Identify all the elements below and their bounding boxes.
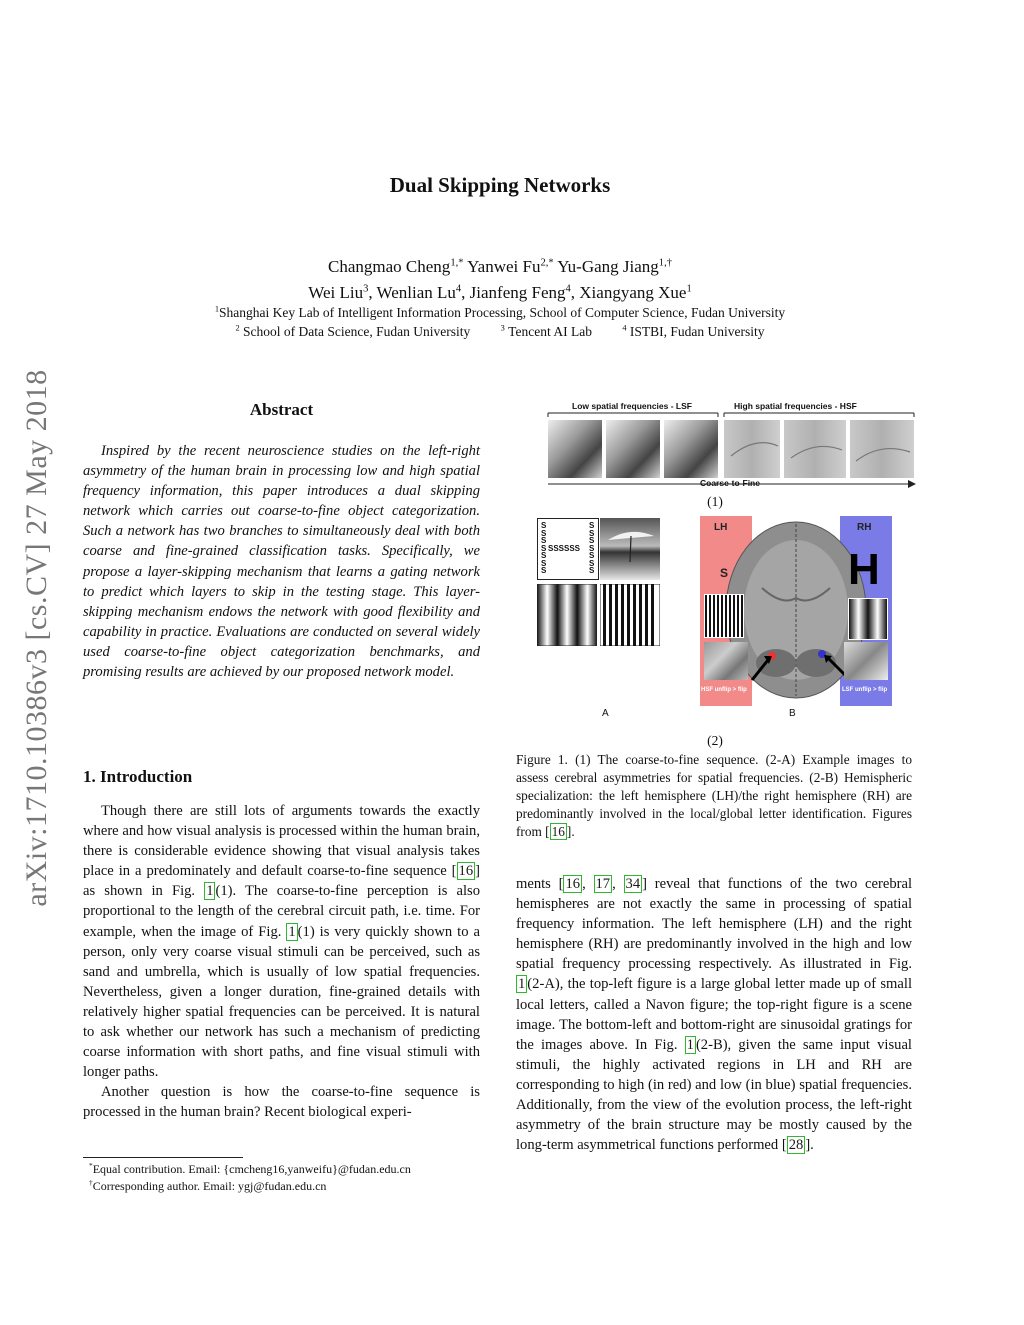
- coarse-to-fine-label: Coarse-to-Fine: [700, 478, 760, 488]
- hsf-thumbnail-2: [784, 420, 846, 478]
- text-run: (1). The coarse-to-fine perception is also proportional to the length of the cerebral circuit path, i.e. time. For example, when the image of Fig.: [83, 883, 480, 940]
- figure-link[interactable]: 1: [206, 883, 214, 900]
- text-run: ] as shown in Fig.: [83, 863, 480, 900]
- author-line-2: Wei Liu$^3$, Wenlian Lu$^4$, Jianfeng Feng$^4$, Xiangyang Xue$^1$: [308, 283, 692, 302]
- rh-grating: [848, 598, 888, 640]
- navon-figure: [537, 518, 599, 580]
- author-sup: 4: [455, 283, 462, 295]
- low-frequency-grating: [537, 584, 597, 646]
- lh-label: LH: [714, 522, 728, 533]
- text-run: ,: [612, 876, 624, 892]
- citation-link[interactable]: 28: [788, 1137, 804, 1154]
- hsf-label: High spatial frequencies - HSF: [734, 401, 857, 411]
- figure-link[interactable]: 1: [288, 923, 296, 940]
- scene-image: [600, 518, 660, 580]
- navon-right-column: S S S S S S S: [589, 521, 595, 575]
- intro-paragraph-2: Another question is how the coarse-to-fine sequence is processed in the human brain? Recent biological experi-: [83, 1084, 480, 1121]
- small-letter-s: S: [720, 566, 729, 580]
- citation-link[interactable]: 16: [565, 876, 581, 892]
- arxiv-stamp: arXiv:1710.10386v3 [cs.CV] 27 May 2018: [20, 369, 53, 907]
- footnote-rule: [83, 1157, 243, 1158]
- paper-title: Dual Skipping Networks: [389, 173, 611, 197]
- affiliation-3: Tencent AI Lab: [508, 324, 592, 339]
- footnote-mark: *: [89, 1161, 93, 1170]
- text-run: ,: [582, 876, 594, 892]
- figure-1-caption: [516, 751, 912, 841]
- navon-left-column: S S S S S S S: [541, 521, 547, 575]
- author-sup: 1: [686, 283, 692, 295]
- intro-paragraph-3: [516, 874, 912, 1155]
- figure-link[interactable]: 1: [518, 976, 526, 993]
- lsf-note: LSF unflip > flip: [842, 687, 888, 693]
- citation-link[interactable]: 16: [458, 863, 474, 880]
- affiliation-4: ISTBI, Fudan University: [629, 324, 765, 339]
- aff-sup: 3: [500, 323, 505, 333]
- text-run: ] reveal that functions of the two cerebral hemispheres are not exactly the same in processing of spatial frequency information. The left hemisphere (LH) and the right hemisphere (RH) are predominantly involved in the high and low spatial frequency processing respectively. As illustrated in Fig.: [516, 876, 913, 973]
- text-run: (1) is very quickly shown to a person, only very coarse visual stimuli can be perceived, such as sand and umbrella, which is usually of low spatial frequencies. Nevertheless, given a longer duration, fine-grained details with relatively higher spatial frequencies can be perceived. It is natural to ask whether our network has such a mechanism of predicting coarse information with short paths, and fine visual stimuli with longer paths.: [83, 923, 480, 1081]
- aff-sup: 1: [214, 304, 220, 314]
- lsf-thumbnail-1: [548, 420, 602, 478]
- text-run: ].: [805, 1137, 814, 1154]
- author-sup: 4: [565, 283, 571, 295]
- text-run: Though there are still lots of arguments towards the exactly where and how visual analysis is processed within the human brain, there is considerable evidence showing that visual analysis takes place in a predominately and default coarse-to-fine sequence [: [83, 803, 480, 880]
- aff-sup: 2: [235, 323, 240, 333]
- author-name: Jianfeng Feng: [469, 283, 566, 302]
- abstract-heading: Abstract: [249, 400, 314, 419]
- abstract-body: [83, 441, 480, 682]
- footnote-2: [83, 1178, 503, 1194]
- author-name: Xiangyang Xue: [579, 283, 687, 302]
- text-run: ments [: [516, 876, 564, 892]
- author-name: Changmao Cheng: [328, 257, 451, 276]
- affiliation-2: School of Data Science, Fudan University: [243, 324, 471, 339]
- figure-sublabel-1: (1): [707, 494, 723, 509]
- footnote-1: [83, 1161, 503, 1177]
- figure-1: [540, 398, 920, 748]
- figure-sublabel-2: (2): [707, 733, 723, 748]
- abstract-text: Inspired by the recent neuroscience studies on the left-right asymmetry of the human brain in processing low and high spatial frequency information, this paper introduces a dual skipping network which carries out coarse-to-fine object categorization. Such a network has two branches to simultaneously deal with both coarse and fine-grained classification tasks. Specifically, we propose a layer-skipping mechanism that learns a gating network to predict which layers to skip in the testing stage. This layer-skipping mechanism endows the network with good flexibility and capability in practice. Evaluations are conducted on several widely used coarse-to-fine object categorization benchmarks, and promising results are achieved by our proposed network model.: [83, 443, 480, 681]
- text-run: (2-B), given the same input visual stimuli, the highly activated regions in LH and RH are corresponding to high (in red) and low (in blue) spatial frequencies. Additionally, from the view of the evolution process, the left-right asymmetry of the brain structure may be mostly caused by the long-term asymmetrical functions performed [: [516, 1036, 912, 1154]
- panel-b-brain: [700, 516, 892, 706]
- author-name: Yanwei Fu: [467, 257, 541, 276]
- author-sup: 2,*: [540, 257, 554, 269]
- footnote-text: Equal contribution. Email: {cmcheng16,yanweifu}@fudan.edu.cn: [92, 1162, 411, 1176]
- citation-link[interactable]: 16: [551, 824, 565, 839]
- panel-a-images: [537, 518, 660, 648]
- text-run: (2-A), the top-left figure is a large global letter made up of small local letters, called a Navon figure; the top-right figure is a scene image. The bottom-left and bottom-right are sinusoidal gratings for the images above. In Fig.: [516, 976, 912, 1053]
- lsf-label: Low spatial frequencies - LSF: [572, 401, 692, 411]
- author-sup: 1,*: [450, 257, 464, 269]
- caption-text: Figure 1. (1) The coarse-to-fine sequence. (2-A) Example images to assess cerebral asymmetries for spatial frequencies. (2-B) Hemispheric specialization: the left hemisphere (LH)/the right hemisphere (RH) are predominantly involved in the local/global letter identification. Figures from [: [516, 752, 912, 839]
- intro-paragraph-1: [83, 801, 480, 1082]
- intro-body: [83, 801, 480, 1123]
- affiliation-line-1: [0, 305, 1000, 321]
- panel-b-label: B: [789, 708, 796, 719]
- citation-link[interactable]: 17: [595, 876, 611, 892]
- aff-sup: 4: [622, 323, 627, 333]
- high-frequency-grating: [600, 584, 660, 646]
- citation-link[interactable]: 34: [625, 876, 641, 892]
- author-name: Wenlian Lu: [376, 283, 456, 302]
- footnote-mark: †: [89, 1178, 93, 1187]
- affiliation-1: Shanghai Key Lab of Intelligent Information Processing, School of Computer Science, Fudan University: [219, 305, 786, 320]
- hsf-note: HSF unflip > flip: [701, 687, 747, 693]
- lsf-thumbnail-3: [664, 420, 718, 478]
- navon-crossbar: SSSSSS: [548, 544, 581, 553]
- caption-text: ].: [566, 824, 575, 839]
- author-sup: 1,†: [658, 257, 672, 269]
- lh-grating: [704, 594, 744, 638]
- lh-scene-thumbnail: [704, 642, 748, 680]
- footnote-text: Corresponding author. Email: ygj@fudan.edu.cn: [92, 1179, 327, 1193]
- author-name: Wei Liu: [308, 283, 364, 302]
- hsf-thumbnail-1: [724, 420, 780, 478]
- big-letter-h: H: [848, 545, 880, 594]
- affiliation-line-2: [0, 324, 1000, 340]
- intro-continuation: [516, 874, 912, 1155]
- figure-link[interactable]: 1: [686, 1036, 694, 1053]
- author-sup: 3: [363, 283, 369, 295]
- lsf-thumbnail-2: [606, 420, 660, 478]
- panel-a-label: A: [602, 708, 609, 719]
- rh-scene-thumbnail: [844, 642, 888, 680]
- rh-label: RH: [857, 522, 872, 533]
- author-name: Yu-Gang Jiang: [557, 257, 659, 276]
- author-line-1: [0, 257, 1000, 277]
- section-heading-introduction: 1. Introduction: [83, 767, 193, 786]
